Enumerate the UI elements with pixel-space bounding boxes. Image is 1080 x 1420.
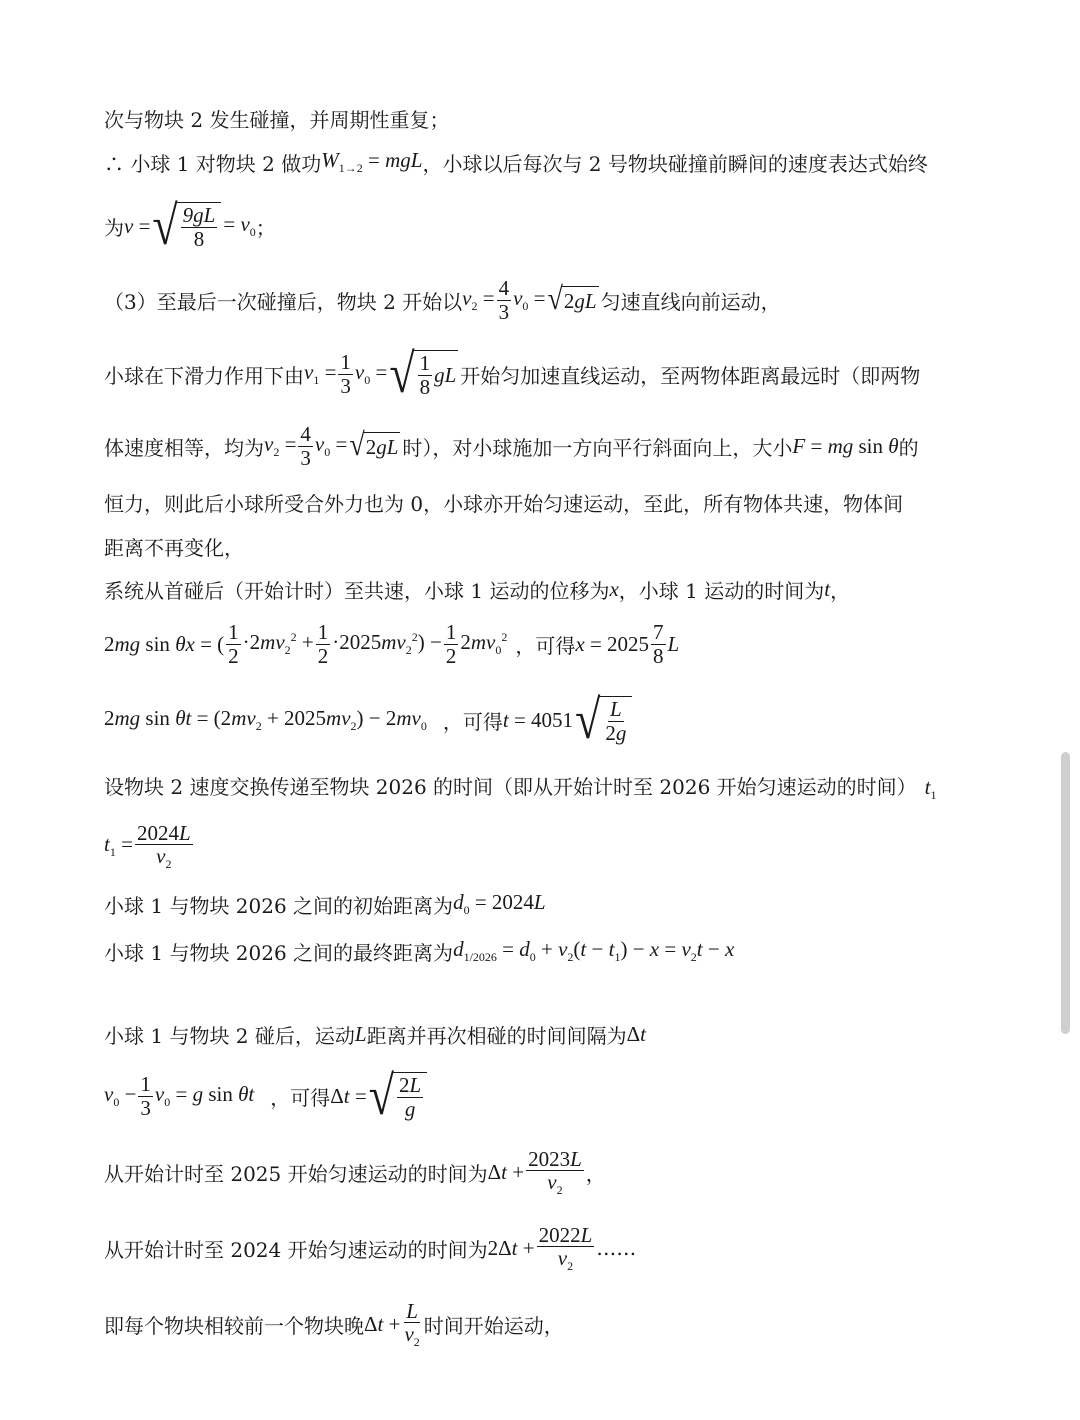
text-line-3: 为 v = √ $\frac{9gL}{8}$ = $v_0$ ； xyxy=(104,195,276,257)
text: ∴ 小球 1 对物块 2 做功 xyxy=(104,151,322,176)
formula-work: $W_{1\to 2}$ = mgL xyxy=(321,147,423,176)
text: 时），对小球施加一方向平行斜面向上，大小 xyxy=(402,435,793,460)
text: ， xyxy=(585,1161,606,1186)
text-line-12: 设物块 2 速度交换传递至物块 2026 的时间（即从开始计时至 2026 开始匀速运动的时间） $t_1$ xyxy=(104,768,937,802)
text: 即每个物块相较前一个物块晚 xyxy=(104,1313,364,1338)
text-line-1 xyxy=(104,103,449,133)
text: 距离不再变化， xyxy=(104,535,244,560)
text: 恒力，则此后小球所受合外力也为 0，小球亦开始匀速运动，至此，所有物体共速，物体间 xyxy=(104,491,904,516)
equation-energy: 2mg sin θx = ( $\frac{1}{2}$ $\cdot 2mv_2^2$ + $\frac{1}{2}$ $\cdot 2025mv_2^2$) − $\frac{1}{2}$ $2mv_0^2$ ，可得 x = 2025 $\frac{7}{8}$ L xyxy=(104,620,680,668)
text: 小球 1 与物块 2026 之间的初始距离为 xyxy=(104,893,454,918)
formula-force: F = mg sin θ xyxy=(792,433,899,458)
text-line-14: 小球 1 与物块 2026 之间的初始距离为 $d_0 = 2024L$ xyxy=(104,889,546,918)
text-line-15: 小球 1 与物块 2026 之间的最终距离为 $d_{1/2026} = d_0 + v_2(t - t_1) - x = v_2t - x$ xyxy=(104,936,735,965)
text: 时间开始运动， xyxy=(423,1313,564,1338)
text: 距离并再次相碰的时间间隔为 xyxy=(366,1023,627,1048)
text: 匀速直线向前运动， xyxy=(600,289,781,314)
text-line-18: 从开始计时至 2025 开始匀速运动的时间为 Δt + $\frac{2023L}{v_2}$ ， xyxy=(104,1146,606,1197)
text-line-20: 即每个物块相较前一个物块晚 Δt + $\frac{L}{v_2}$ 时间开始运动， xyxy=(104,1298,564,1349)
formula-velocity: v = xyxy=(124,213,151,238)
text: 开始匀加速直线运动，至两物体距离最远时（即两物 xyxy=(460,363,921,388)
text: …… xyxy=(596,1236,637,1260)
text: 小球 1 与物块 2026 之间的最终距离为 xyxy=(104,940,454,965)
text: （3）至最后一次碰撞后，物块 2 开始以 xyxy=(104,289,463,314)
text-line-2 xyxy=(104,144,928,180)
sqrt-9gL-8: √ $\frac{9gL}{8}$ xyxy=(152,202,221,249)
text: 次与物块 2 发生碰撞，并周期性重复； xyxy=(104,107,450,132)
text: 的 xyxy=(898,435,919,460)
equation-t1: $t_1$ = $\frac{2024L}{v_2}$ xyxy=(104,820,191,871)
text: ， xyxy=(830,578,851,603)
text-line-9: 系统从首碰后（开始计时）至共速，小球 1 运动的位移为 x ，小球 1 运动的时间为 t ， xyxy=(104,576,851,603)
vertical-scrollbar[interactable] xyxy=(1061,752,1070,1034)
text: 小球 1 与物块 2 碰后，运动 xyxy=(104,1023,355,1048)
formula-v2: $v_2$ = xyxy=(462,285,495,314)
text: ，可得 xyxy=(442,709,503,734)
formula-v1: $v_1$ = xyxy=(304,359,337,388)
text-line-6: 体速度相等，均为 $v_2$ = $\frac{4}{3}$ $v_0$ = √ 2 gL 时），对小球施加一方向平行斜面向上，大小 F = mg sin θ 的 xyxy=(104,422,919,470)
text: 从开始计时至 2025 开始匀速运动的时间为 xyxy=(104,1161,488,1186)
text: 体速度相等，均为 xyxy=(104,435,264,460)
equation-delta-t: $v_0$ − $\frac{1}{3}$ $v_0 = g$ sin θt ，可得 Δt = √ $\frac{2L}{g}$ xyxy=(104,1064,429,1128)
text-line-5: 小球在下滑力作用下由 $v_1$ = $\frac{1}{3}$ $v_0$ = √ $\frac{1}{8}$ gL 开始匀加速直线运动，至两物体距离最远时（即两物 xyxy=(104,343,921,405)
text: 小球在下滑力作用下由 xyxy=(104,363,304,388)
text: 为 xyxy=(104,215,124,240)
text-line-7 xyxy=(104,487,903,517)
text: 系统从首碰后（开始计时）至共速，小球 1 运动的位移为 xyxy=(104,578,610,603)
text-line-4: （3）至最后一次碰撞后，物块 2 开始以 $v_2$ = $\frac{4}{3}$ $v_0$ = √ 2 gL 匀速直线向前运动， xyxy=(104,276,781,324)
text: ，小球以后每次与 2 号物块碰撞前瞬间的速度表达式始终 xyxy=(422,151,928,176)
equation-momentum: 2mg $\sin \theta t = (2mv_2 + 2025mv_2) - 2mv_0$ ，可得 t = 4051 √ $\frac{L}{2g}$ xyxy=(104,688,634,752)
text-line-16: 小球 1 与物块 2 碰后，运动 L 距离并再次相碰的时间间隔为 Δt xyxy=(104,1021,646,1048)
text: 设物块 2 速度交换传递至物块 2026 的时间（即从开始计时至 2026 开始匀速运动的时间） xyxy=(104,774,917,799)
text-line-19: 从开始计时至 2024 开始匀速运动的时间为 2Δt + $\frac{2022L}{v_2}$ …… xyxy=(104,1222,637,1273)
text: 从开始计时至 2024 开始匀速运动的时间为 xyxy=(104,1237,488,1262)
text: ，小球 1 运动的时间为 xyxy=(618,578,825,603)
text-line-8 xyxy=(104,531,244,561)
text: ，可得 xyxy=(270,1085,331,1110)
text: ，可得 xyxy=(515,633,576,658)
